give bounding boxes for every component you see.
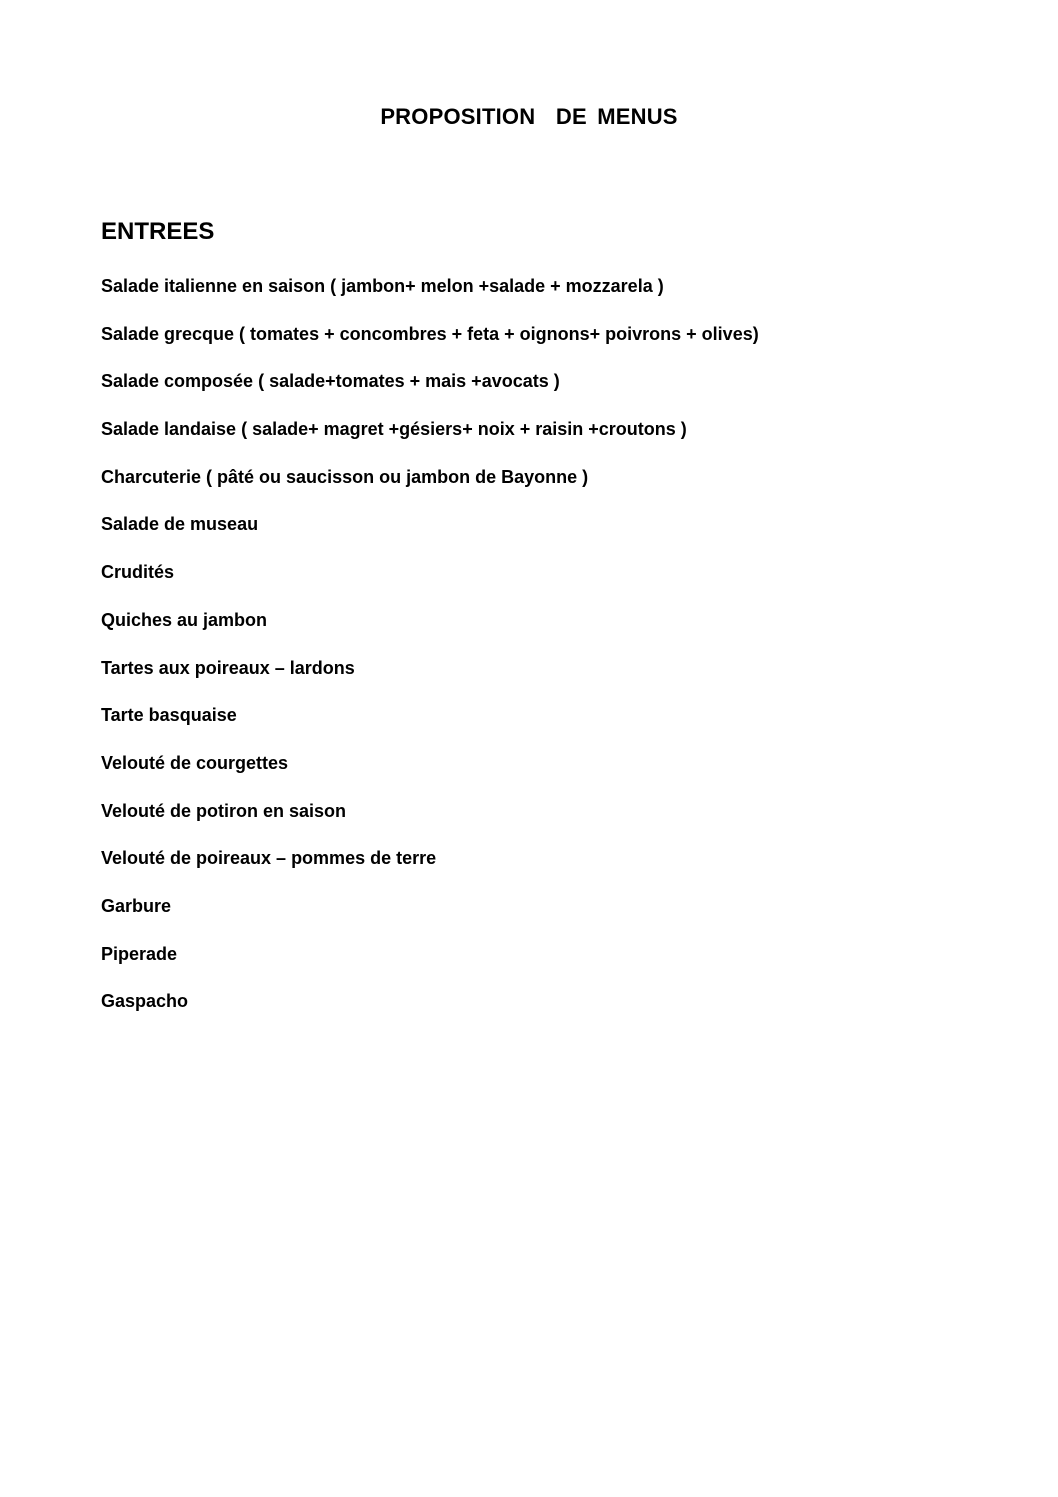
menu-item: Tarte basquaise bbox=[101, 705, 237, 726]
menu-item: Tartes aux poireaux – lardons bbox=[101, 657, 355, 678]
menu-item: Piperade bbox=[101, 943, 178, 964]
section-heading-entrees: ENTREES bbox=[101, 218, 215, 245]
menu-item-list bbox=[101, 273, 1001, 1036]
menu-item: Salade de museau bbox=[101, 514, 259, 535]
menu-item: Crudités bbox=[101, 562, 175, 583]
menu-item: Gaspacho bbox=[101, 991, 189, 1012]
menu-item: Velouté de potiron en saison bbox=[101, 800, 347, 821]
menu-item: Charcuterie ( pâté ou saucisson ou jambon de Bayonne ) bbox=[101, 466, 589, 487]
menu-item: Garbure bbox=[101, 895, 172, 916]
page-title: PROPOSITION DE MENUS bbox=[380, 104, 678, 129]
menu-item: Quiches au jambon bbox=[101, 609, 268, 630]
menu-item: Salade landaise ( salade+ magret +gésiers+ noix + raisin +croutons ) bbox=[101, 419, 687, 440]
menu-item: Salade grecque ( tomates + concombres + feta + oignons+ poivrons + olives) bbox=[101, 323, 759, 344]
menu-item: Salade composée ( salade+tomates + mais +avocats ) bbox=[101, 371, 560, 392]
menu-item: Velouté de poireaux – pommes de terre bbox=[101, 848, 437, 869]
menu-item: Velouté de courgettes bbox=[101, 752, 289, 773]
menu-item: Salade italienne en saison ( jambon+ melon +salade + mozzarela ) bbox=[101, 276, 664, 296]
